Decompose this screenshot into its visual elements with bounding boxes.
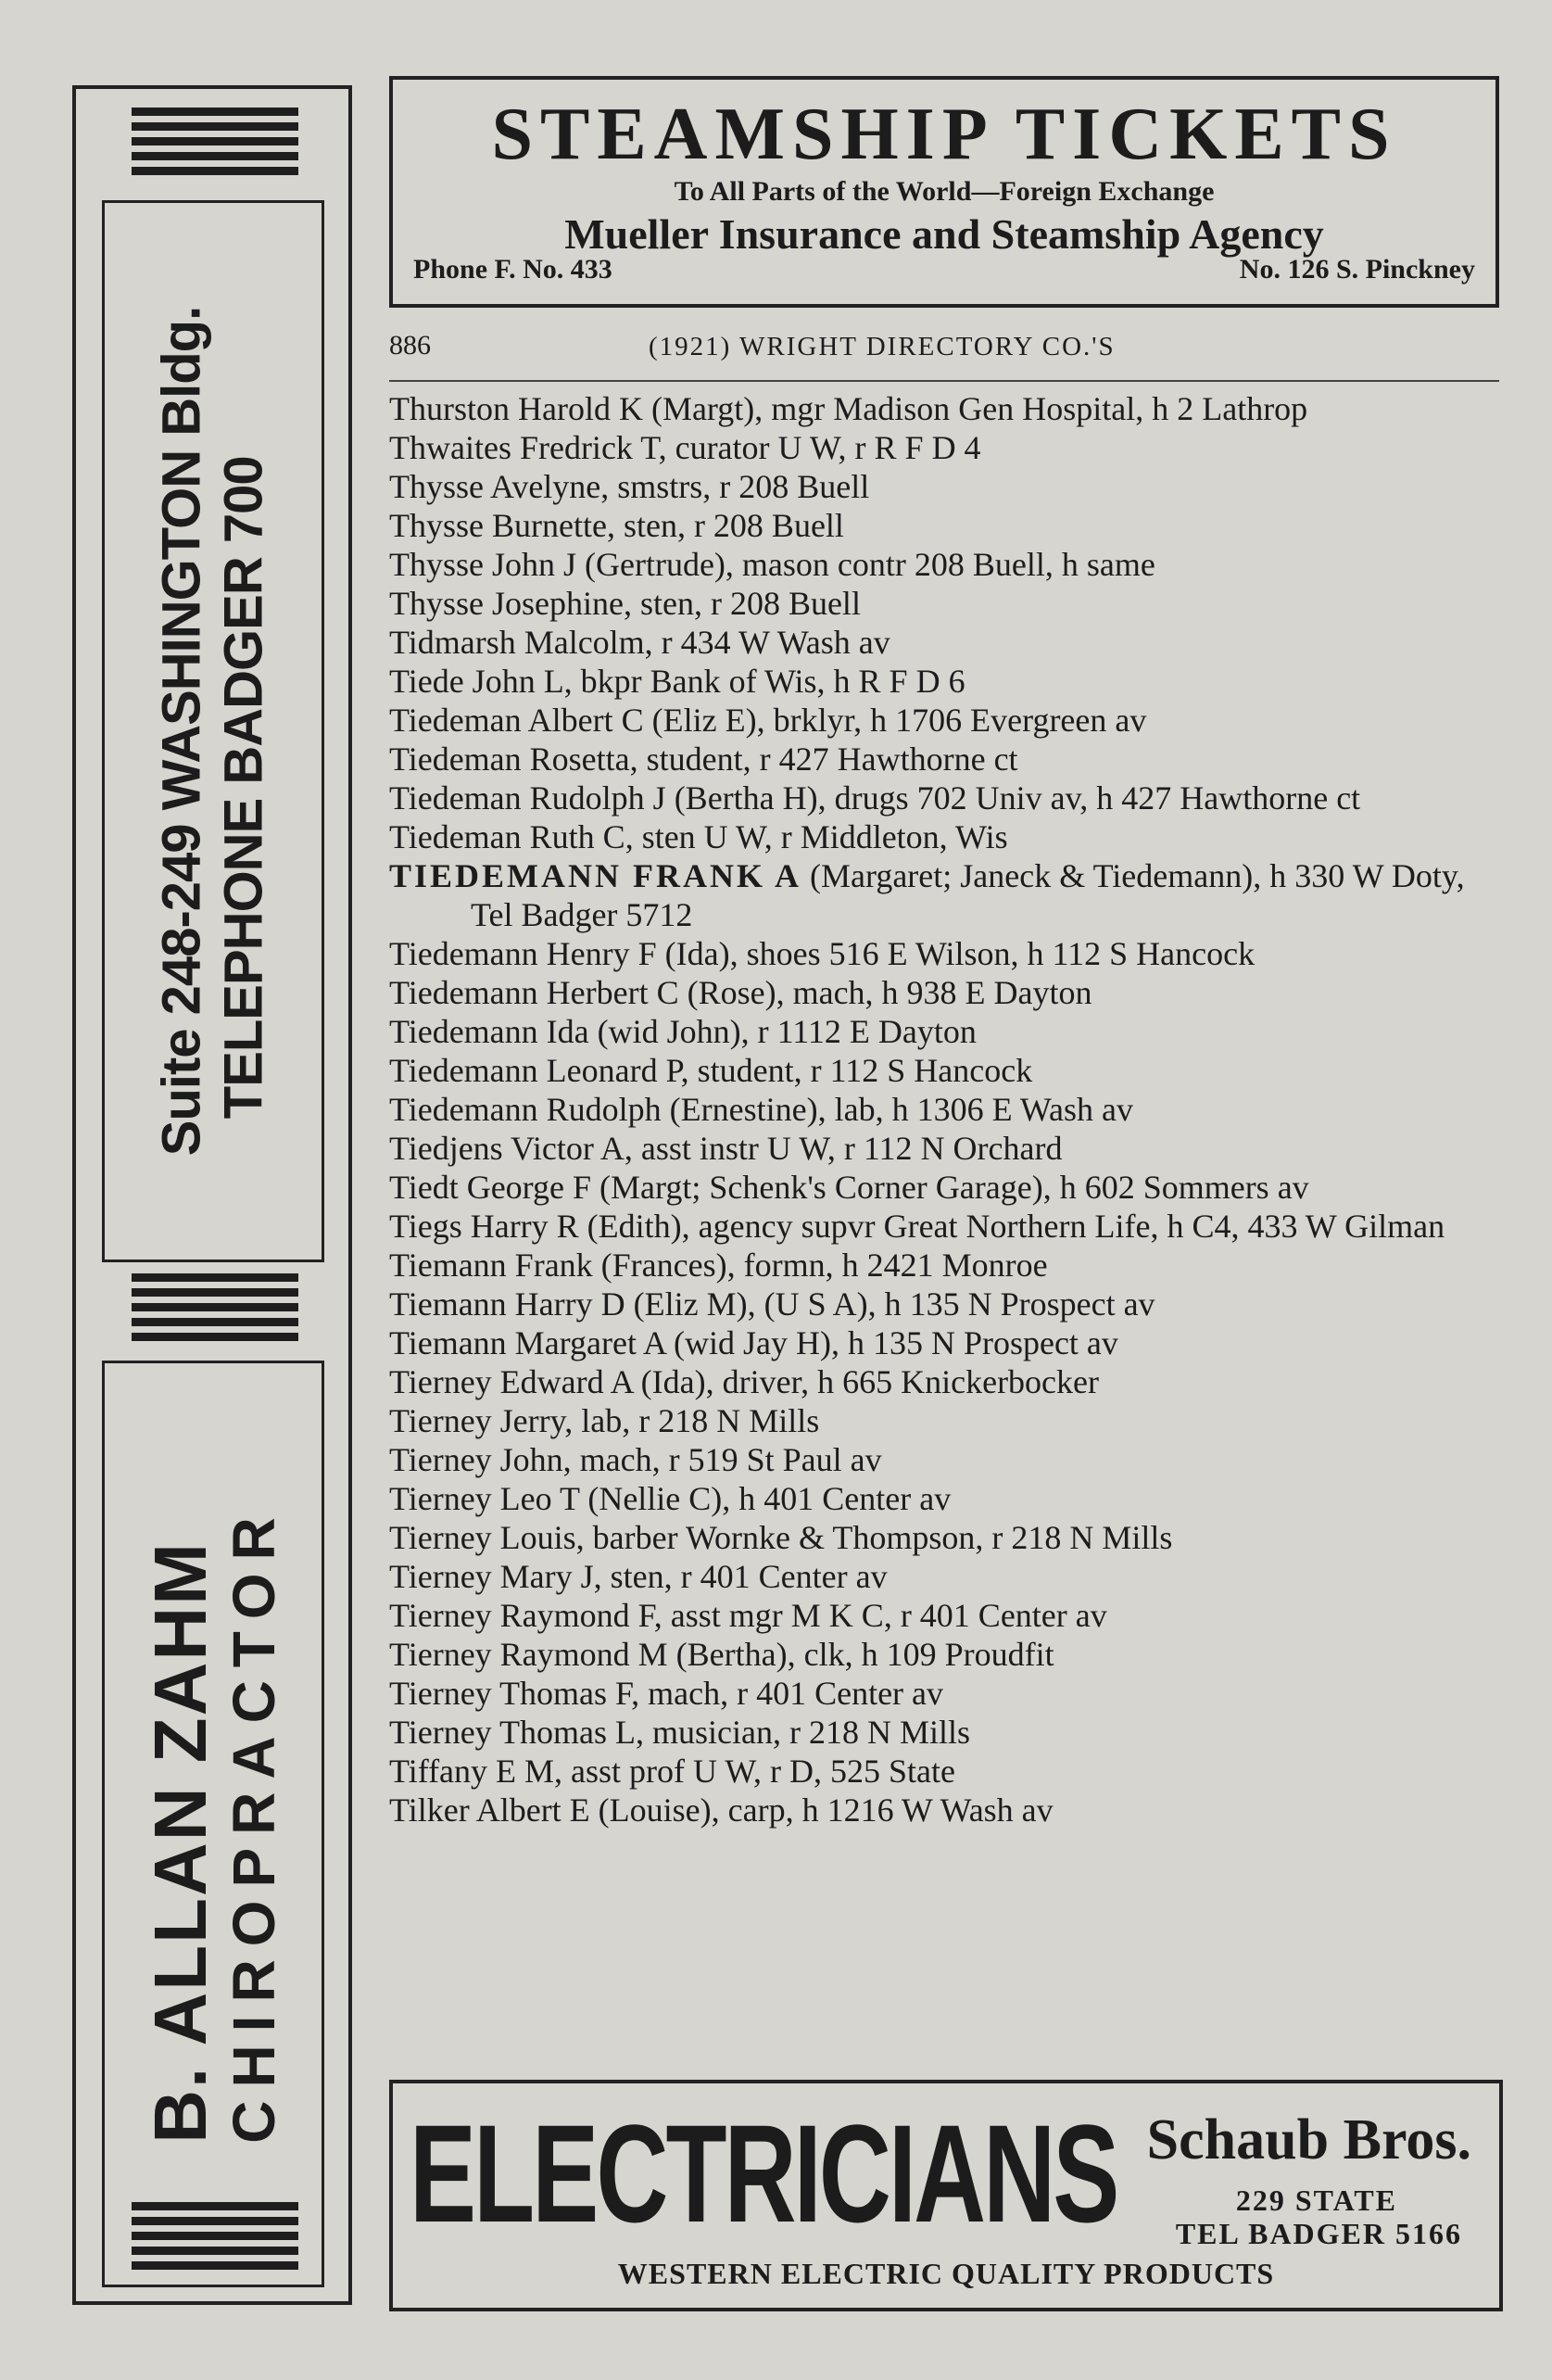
entry-text: Tiedeman Rudolph J (Bertha H), drugs 702 Univ av, h 427 Hawthorne ct [389,779,1361,817]
entry-text: Tierney Raymond F, asst mgr M K C, r 401 Center av [389,1597,1107,1634]
directory-entry [389,545,1499,584]
decorative-bars-top [132,108,298,175]
directory-entry [389,1051,1499,1090]
directory-entry [389,1635,1499,1674]
entry-text: Tidmarsh Malcolm, r 434 W Wash av [389,624,890,661]
entry-text: Tierney John, mach, r 519 St Paul av [389,1441,882,1478]
directory-entry [389,1557,1499,1596]
entry-text: Thysse John J (Gertrude), mason contr 208 Buell, h same [389,546,1155,583]
directory-entry [389,467,1499,506]
entry-text: Tiedeman Ruth C, sten U W, r Middleton, Wis [389,818,1008,855]
entry-text: Tiedeman Albert C (Eliz E), brklyr, h 1706 Evergreen av [389,702,1147,739]
entry-text: Tiffany E M, asst prof U W, r D, 525 State [389,1753,955,1790]
entry-text: Tiemann Frank (Frances), formn, h 2421 Monroe [389,1247,1048,1284]
entry-text: Thysse Burnette, sten, r 208 Buell [389,507,844,544]
banner-agency: Mueller Insurance and Steamship Agency [564,210,1324,258]
directory-entry [389,1246,1499,1285]
side-advertisement [72,85,352,2305]
directory-entry [389,623,1499,662]
entry-text: Tiedjens Victor A, asst instr U W, r 112 N Orchard [389,1130,1063,1167]
entry-text: Thurston Harold K (Margt), mgr Madison Gen Hospital, h 2 Lathrop [389,390,1308,427]
entry-text: Tiemann Margaret A (wid Jay H), h 135 N Prospect av [389,1324,1118,1361]
directory-entry [389,1401,1499,1440]
entry-text: Tiedt George F (Margt; Schenk's Corner Garage), h 602 Sommers av [389,1169,1309,1206]
chiropractor-name: B. ALLAN ZAHM [138,1541,221,2144]
entry-text: Tierney Edward A (Ida), driver, h 665 Knickerbocker [389,1363,1100,1400]
entry-text: Tiede John L, bkpr Bank of Wis, h R F D 6 [389,663,965,700]
suite-address: Suite 248-249 WASHINGTON Bldg. [151,306,212,1157]
decorative-bars-bottom [132,2202,298,2270]
entry-bold-name: TIEDEMANN FRANK A [389,857,802,894]
banner-subtitle: To All Parts of the World—Foreign Exchange [674,176,1215,207]
entry-text: (Margaret; Janeck & Tiedemann), h 330 W Doty, Tel Badger 5712 [471,857,1465,933]
directory-entry [389,1207,1499,1246]
directory-entry [389,1752,1499,1791]
ad-headline: ELECTRICIANS [410,2095,1117,2251]
entry-text: Thwaites Fredrick T, curator U W, r R F D 4 [389,429,981,466]
directory-entries [389,389,1499,1829]
directory-entry [389,1129,1499,1168]
directory-entry [389,1323,1499,1362]
chiropractor-title: CHIROPRACTOR [220,1504,287,2144]
directory-entry [389,1012,1499,1051]
directory-entry [389,740,1499,779]
directory-entry [389,973,1499,1012]
page-number: 886 [389,330,431,361]
directory-entry [389,1518,1499,1557]
entry-text: Thysse Avelyne, smstrs, r 208 Buell [389,468,870,505]
entry-text: Tierney Mary J, sten, r 401 Center av [389,1558,888,1595]
entry-text: Tierney Raymond M (Bertha), clk, h 109 Proudfit [389,1636,1054,1673]
entry-text: Tierney Louis, barber Wornke & Thompson, r 218 N Mills [389,1519,1173,1556]
entry-text: Tiedemann Leonard P, student, r 112 S Hancock [389,1052,1033,1089]
ad-company: Schaub Bros. [1146,2108,1471,2171]
entry-text: Tiemann Harry D (Eliz M), (U S A), h 135 N Prospect av [389,1285,1155,1323]
washington-bldg-ad [102,200,324,1262]
entry-text: Tiedemann Herbert C (Rose), mach, h 938 E Dayton [389,974,1092,1011]
directory-entry [389,1285,1499,1323]
entry-text: Tiedemann Henry F (Ida), shoes 516 E Wilson, h 112 S Hancock [389,935,1255,972]
directory-entry [389,856,1499,934]
entry-text: Thysse Josephine, sten, r 208 Buell [389,585,861,622]
entry-text: Tiegs Harry R (Edith), agency supvr Great Northern Life, h C4, 433 W Gilman [389,1208,1445,1245]
directory-entry [389,779,1499,817]
directory-entry [389,1440,1499,1479]
entry-text: Tierney Thomas L, musician, r 218 N Mills [389,1714,970,1751]
directory-entry [389,506,1499,545]
directory-entry [389,584,1499,623]
steamship-banner [389,76,1499,308]
entry-text: Tierney Thomas F, mach, r 401 Center av [389,1675,944,1712]
entry-text: Tiedeman Rosetta, student, r 427 Hawthorne ct [389,741,1018,778]
banner-title: STEAMSHIP TICKETS [491,94,1397,175]
electricians-ad [389,2080,1503,2311]
directory-entry [389,1713,1499,1752]
banner-address: No. 126 S. Pinckney [1239,254,1475,285]
entry-text: Tierney Leo T (Nellie C), h 401 Center av [389,1480,952,1517]
directory-entry [389,1596,1499,1635]
chiropractor-ad [102,1361,324,2287]
ad-telephone: TEL BADGER 5166 [1175,2217,1462,2250]
telephone-badger: TELEPHONE BADGER 700 [213,456,273,1120]
running-head: (1921) WRIGHT DIRECTORY CO.'S [649,332,1116,361]
entry-text: Tierney Jerry, lab, r 218 N Mills [389,1402,820,1439]
directory-entry [389,1090,1499,1129]
banner-phone: Phone F. No. 433 [413,254,612,285]
directory-entry [389,1168,1499,1207]
directory-entry [389,1479,1499,1518]
entry-text: Tiedemann Ida (wid John), r 1112 E Dayton [389,1013,977,1050]
directory-entry [389,1674,1499,1713]
header-rule [389,380,1499,382]
directory-entry [389,1362,1499,1401]
entry-text: Tilker Albert E (Louise), carp, h 1216 W Wash av [389,1791,1054,1829]
directory-entry [389,817,1499,856]
decorative-bars-middle [132,1273,298,1341]
directory-entry [389,934,1499,973]
directory-entry [389,428,1499,467]
entry-text: Tiedemann Rudolph (Ernestine), lab, h 1306 E Wash av [389,1091,1133,1128]
ad-street: 229 STATE [1235,2184,1397,2217]
directory-entry [389,701,1499,740]
ad-tagline: WESTERN ELECTRIC QUALITY PRODUCTS [617,2257,1275,2290]
directory-entry [389,1791,1499,1829]
directory-entry [389,662,1499,701]
directory-entry [389,389,1499,428]
